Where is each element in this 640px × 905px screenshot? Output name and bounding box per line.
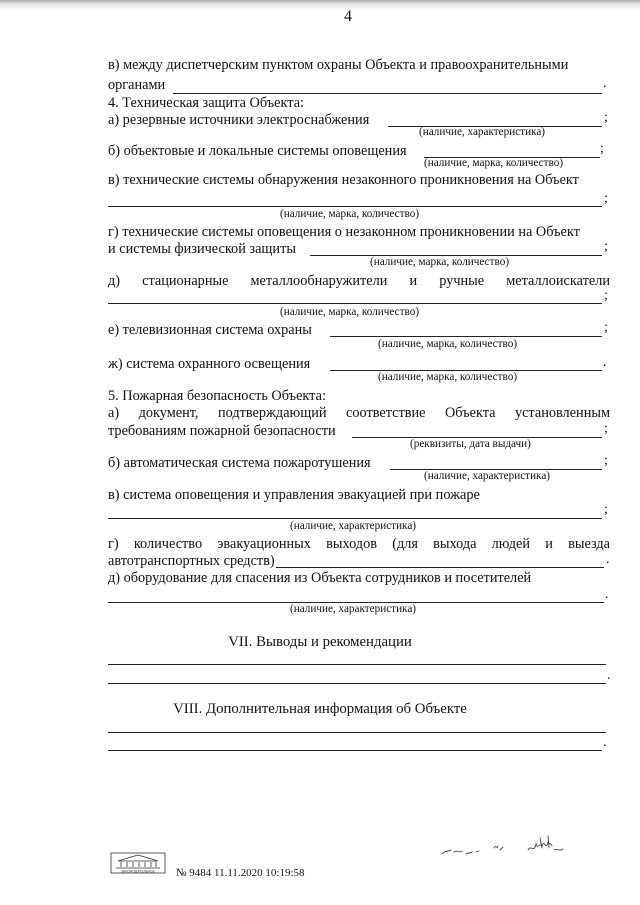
item-a-doc-2: требованиям пожарной безопасности	[108, 423, 336, 439]
period: .	[603, 76, 607, 91]
semicolon: ;	[604, 320, 608, 335]
fill-line	[330, 336, 602, 337]
caption: (наличие, характеристика)	[424, 470, 551, 482]
item-g-alert-1: г) технические системы оповещения о незаконном проникновении на Объект	[108, 224, 580, 240]
caption: (наличие, характеристика)	[290, 603, 417, 615]
section-5-heading: 5. Пожарная безопасность Объекта:	[108, 388, 326, 404]
caption: (наличие, характеристика)	[419, 126, 546, 138]
item-b-security: в) между диспетчерским пунктом охраны Объекта и правоохранительными	[108, 57, 569, 73]
fill-line	[108, 303, 602, 304]
semicolon: ;	[604, 453, 608, 468]
registration-stamp: № 9484 11.11.2020 10:19:58	[176, 867, 305, 879]
signature-icon	[436, 828, 586, 872]
page-number: 4	[344, 8, 352, 25]
item-g-alert-2: и системы физической защиты	[108, 241, 296, 257]
caption: (наличие, марка, количество)	[424, 157, 564, 169]
semicolon: ;	[604, 288, 608, 303]
scan-edge	[0, 0, 640, 10]
period: .	[606, 552, 610, 567]
semicolon: ;	[604, 191, 608, 206]
semicolon: ;	[604, 502, 608, 517]
seal-text: ЗАКОНОДАТЕЛЬНОЕ	[120, 869, 156, 874]
section-viii-heading: VIII. Дополнительная информация об Объекте	[173, 701, 467, 717]
fill-line	[108, 518, 602, 519]
item-v-detect: в) технические системы обнаружения незаконного проникновения на Объект	[108, 172, 579, 188]
semicolon: ;	[604, 110, 608, 125]
fill-line	[108, 664, 606, 665]
period: .	[607, 668, 611, 683]
period: .	[603, 735, 607, 750]
caption: (наличие, марка, количество)	[378, 338, 518, 350]
item-g-exits-2: автотранспортных средств)	[108, 553, 275, 569]
parliament-seal-icon	[110, 852, 166, 874]
fill-line	[108, 732, 606, 733]
item-b-fire: б) автоматическая система пожаротушения	[108, 455, 371, 471]
semicolon: ;	[600, 141, 604, 156]
section-4-heading: 4. Техническая защита Объекта:	[108, 95, 305, 111]
item-a-doc-1: а) документ, подтверждающий соответствие Объекта установленным	[108, 405, 610, 421]
item-b-alert: б) объектовые и локальные системы оповещения	[108, 143, 407, 159]
fill-line	[108, 683, 606, 684]
item-v-evac: в) система оповещения и управления эвакуацией при пожаре	[108, 487, 480, 503]
item-d-rescue: д) оборудование для спасения из Объекта сотрудников и посетителей	[108, 570, 532, 586]
caption: (реквизиты, дата выдачи)	[410, 438, 531, 450]
semicolon: ;	[604, 239, 608, 254]
period: .	[603, 355, 607, 370]
fill-line	[173, 93, 602, 94]
caption: (наличие, марка, количество)	[378, 371, 518, 383]
fill-line	[108, 206, 602, 207]
item-e-tv: е) телевизионная система охраны	[108, 322, 312, 338]
item-zh-light: ж) система охранного освещения	[108, 356, 311, 372]
caption: (наличие, марка, количество)	[370, 256, 510, 268]
item-g-exits-1: г) количество эвакуационных выходов (для выхода людей и выезда	[108, 536, 610, 552]
item-d-metal: д) стационарные металлообнаружители и ручные металлоискатели	[108, 273, 610, 289]
fill-line	[276, 567, 604, 568]
item-organs: органами	[108, 77, 166, 93]
caption: (наличие, марка, количество)	[280, 208, 420, 220]
caption: (наличие, характеристика)	[290, 520, 417, 532]
fill-line	[108, 750, 602, 751]
item-a-power: а) резервные источники электроснабжения	[108, 112, 370, 128]
section-vii-heading: VII. Выводы и рекомендации	[228, 634, 412, 650]
caption: (наличие, марка, количество)	[280, 306, 420, 318]
period: .	[605, 587, 609, 602]
semicolon: ;	[604, 421, 608, 436]
